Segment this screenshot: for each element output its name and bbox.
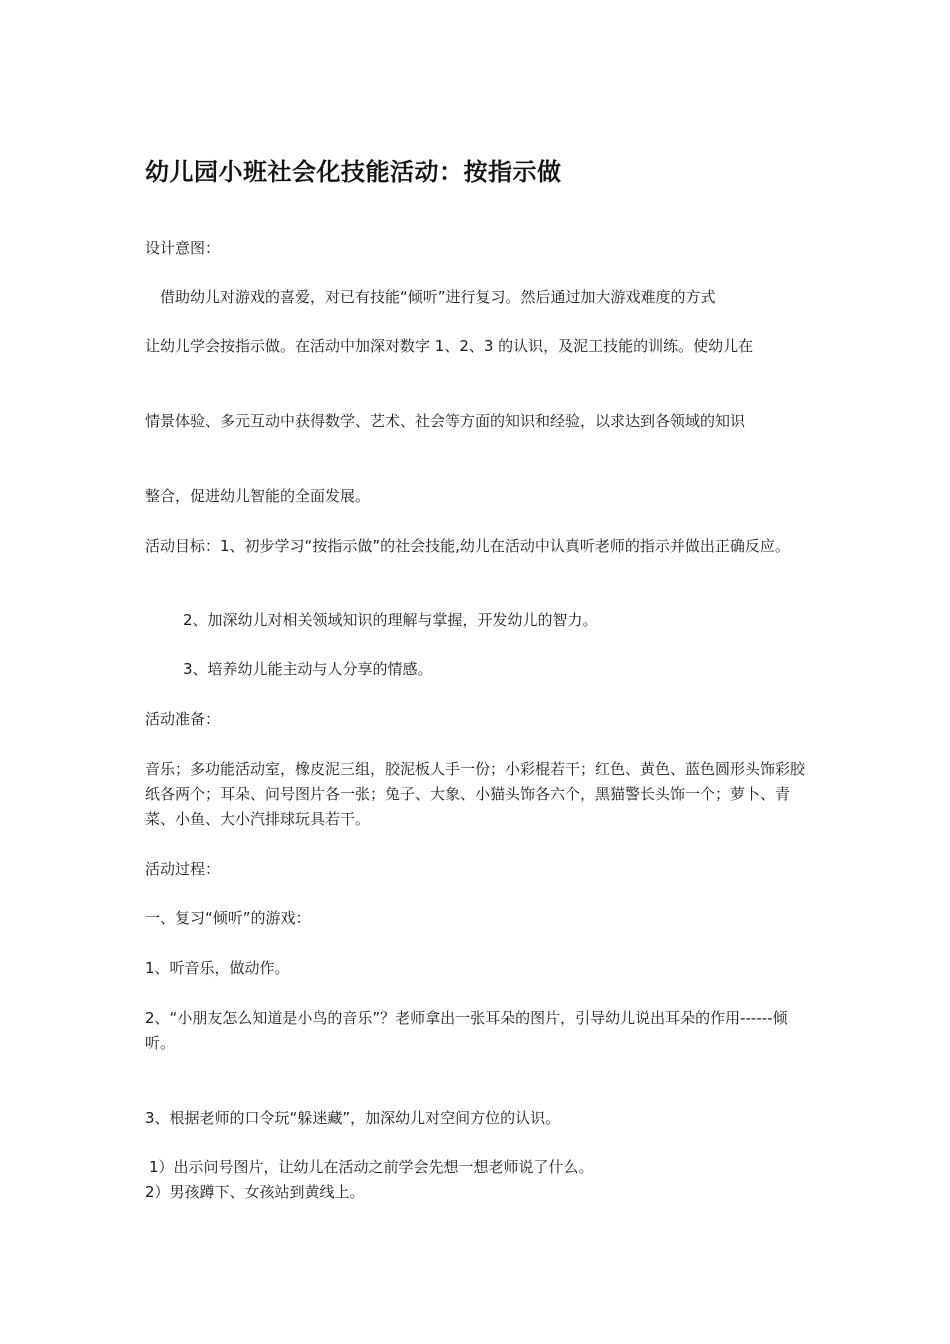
design-intent-label: 设计意图： [145,239,221,257]
process-substep: 2）男孩蹲下、女孩站到黄线上。 [145,1183,365,1201]
process-substep: 1）出示问号图片，让幼儿在活动之前学会先想一想老师说了什么。 [149,1158,594,1176]
process-step: 一、复习“倾听”的游戏： [145,909,311,927]
paragraph-line: 整合，促进幼儿智能的全面发展。 [145,487,371,505]
paragraph-line: 借助幼儿对游戏的喜爱，对已有技能“倾听”进行复习。然后通过加大游戏难度的方式 [160,288,716,306]
process-step: 1、听音乐，做动作。 [145,959,290,977]
prep-text: 音乐；多功能活动室，橡皮泥三组，胶泥板人手一份；小彩棍若干；红色、黄色、蓝色圆形头饰彩胶纸各两个；耳朵、问号图片各一张；兔子、大象、小猫头饰各六个，黑猫警长头饰一个；萝卜、青菜、小鱼、大小汽排球玩具若干。 [145,760,806,828]
paragraph-line: 让幼儿学会按指示做。在活动中加深对数字 1、2、3 的认识，及泥工技能的训练。使幼儿在 [145,337,754,355]
goal-item: 3、培养幼儿能主动与人分享的情感。 [183,660,433,678]
process-step: 3、根据老师的口令玩“躲迷藏”，加深幼儿对空间方位的认识。 [145,1109,561,1127]
process-label: 活动过程： [145,860,221,878]
prep-label: 活动准备： [145,710,221,728]
goal-item: 2、加深幼儿对相关领域知识的理解与掌握，开发幼儿的智力。 [183,611,598,629]
paragraph-line: 情景体验、多元互动中获得数学、艺术、社会等方面的知识和经验，以求达到各领域的知识 [145,412,746,430]
process-step: 2、“小朋友怎么知道是小鸟的音乐”？老师拿出一张耳朵的图片，引导幼儿说出耳朵的作用------倾听。 [145,1009,788,1052]
document-title: 幼儿园小班社会化技能活动：按指示做 [145,158,562,186]
goal-item: 活动目标：1、初步学习“按指示做”的社会技能,幼儿在活动中认真听老师的指示并做出正确反应。 [145,537,790,555]
